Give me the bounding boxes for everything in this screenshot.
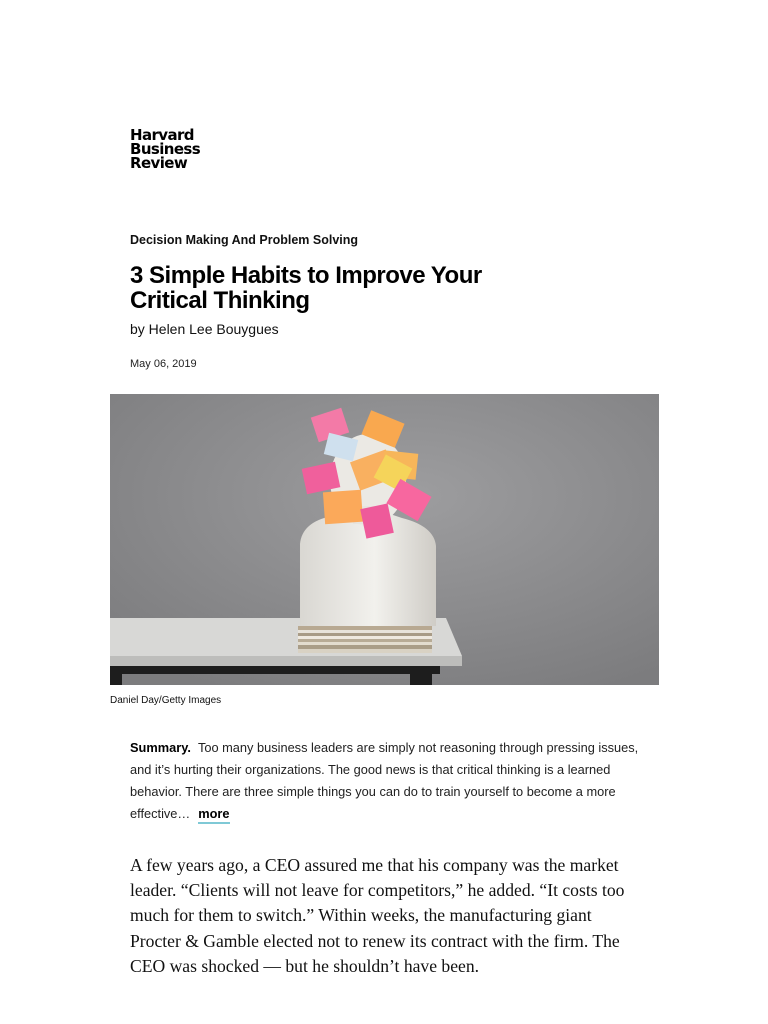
summary-label: Summary. (130, 740, 191, 755)
hero-image (110, 394, 659, 685)
article-byline: by Helen Lee Bouygues (130, 321, 279, 337)
logo-line-harvard: Harvard (130, 126, 194, 144)
summary-more-link[interactable]: more (198, 806, 229, 824)
article-date: May 06, 2019 (130, 358, 197, 370)
image-credit: Daniel Day/Getty Images (110, 695, 222, 706)
hbr-logo[interactable] (130, 128, 200, 170)
summary-text: Too many business leaders are simply not reasoning through pressing issues, and it’s hurting their organizations. The good news is that critical thinking is a learned behavior. There are three simple things you can do to train yourself to become a more effective… (130, 740, 639, 821)
article-summary (130, 737, 642, 825)
bust-with-sticky-notes-icon (110, 394, 659, 685)
article-first-paragraph: A few years ago, a CEO assured me that his company was the market leader. “Clients will not leave for competitors,” he added. “It costs too much for them to switch.” Within weeks, the manufacturing giant Procter & Gamble elected not to renew its contract with the firm. The CEO was shocked — but he shouldn’t have been. (130, 855, 625, 976)
logo-line-review: Review (130, 154, 188, 172)
logo-line-business: Business (130, 140, 201, 158)
article-title: 3 Simple Habits to Improve Your Critical Thinking (130, 262, 482, 314)
topic-link[interactable]: Decision Making And Problem Solving (130, 233, 359, 247)
